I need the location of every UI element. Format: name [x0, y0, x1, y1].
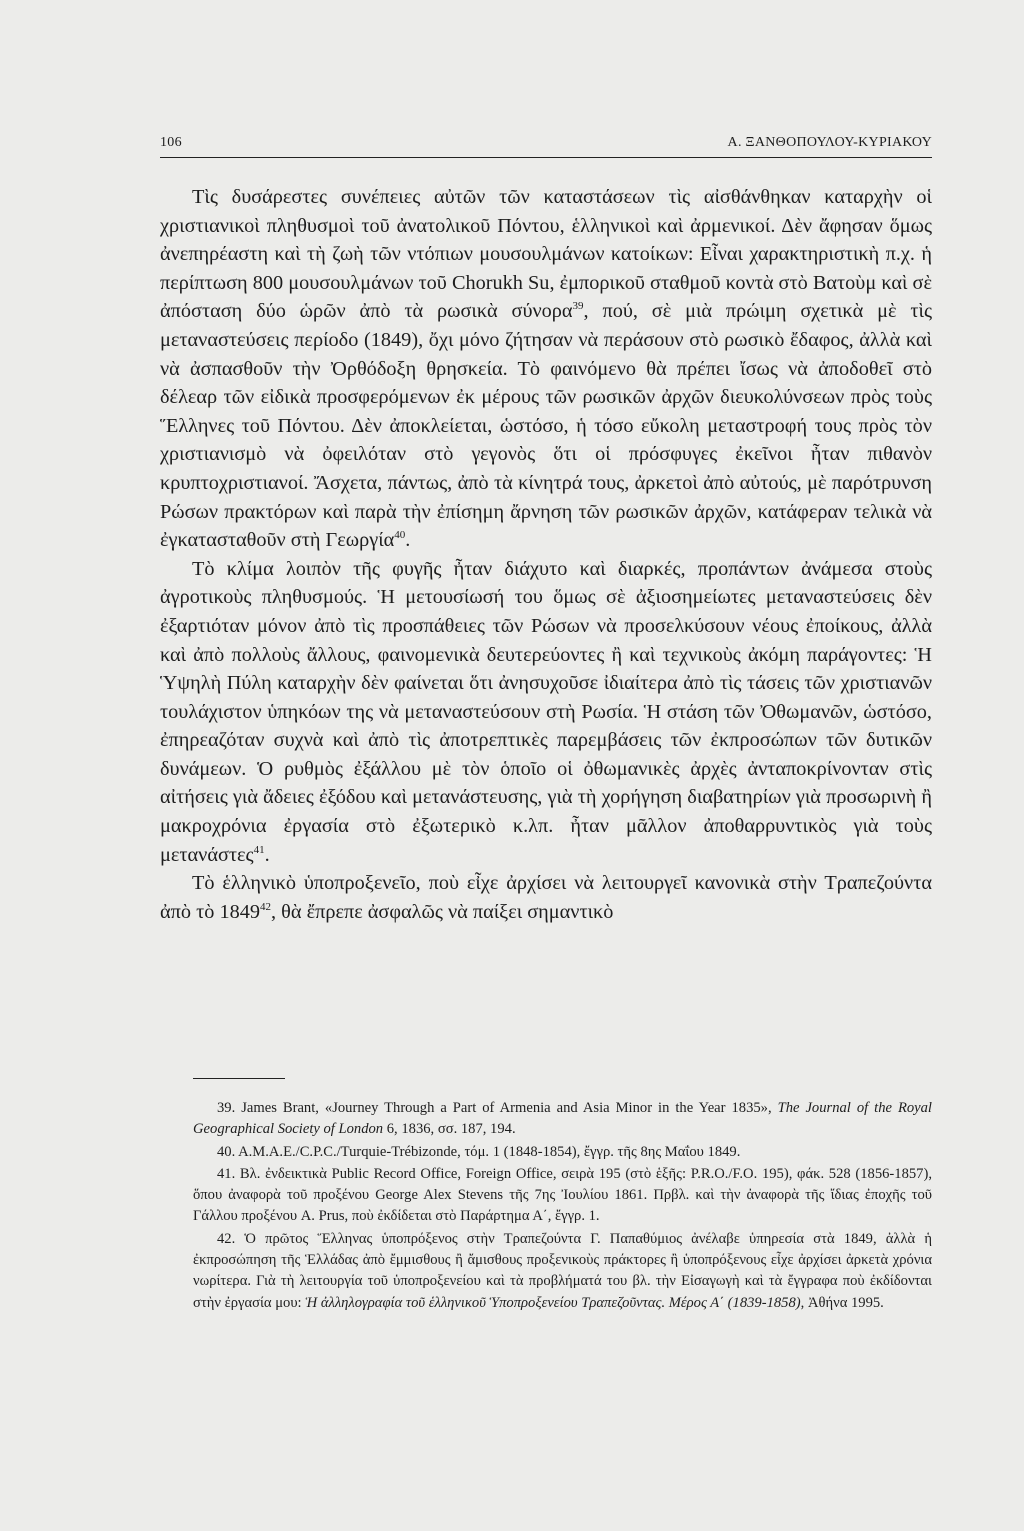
body-text: [160, 183, 932, 926]
footnote-marker: 41: [253, 843, 265, 856]
text-run: Τὸ ἑλληνικὸ ὑποπροξενεῖο, ποὺ εἶχε ἀρχίσει νὰ λειτουργεῖ κανονικὰ στὴν Τραπεζούντα ἀπὸ τὸ 1849: [160, 872, 932, 923]
text-run: 42. Ὁ πρῶτος Ἕλληνας ὑποπρόξενος στὴν Τραπεζούντα Γ. Παπαθύμιος ἀνέλαβε ὑπηρεσία στὰ 1849, ἀλλὰ ἡ ἐκπροσώπηση τῆς Ἑλλάδας ἀπὸ ἔμμισθους ἢ ἄμισθους προξενικοὺς πράκτορες ἢ ὑποπρόξενους εἶχε ἀρχίσει ἀρκετὰ χρόνια νωρίτερα. Γιὰ τὴ λειτουργία τοῦ ὑποπροξενείου καὶ τὰ προβλήματά του βλ. τὴν Εἰσαγωγὴ καὶ τὰ ἔγγραφα ποὺ ἐκδίδονται στὴν ἐργασία μου:: [193, 1230, 932, 1311]
text-run: 40. Α.Μ.Α.Ε./C.P.C./Turquie-Trébizonde, τόμ. 1 (1848-1854), ἔγγρ. τῆς 8ης Μαΐου 1849.: [217, 1143, 741, 1160]
paragraph: [160, 183, 932, 555]
text-run: Τὸ κλίμα λοιπὸν τῆς φυγῆς ἦταν διάχυτο καὶ διαρκές, προπάντων ἀνάμεσα στοὺς ἀγροτικοὺς πληθυσμούς. Ἡ μετουσίωσή του ὅμως σὲ ἀξιοσημείωτες μεταναστεύσεις δὲν ἐξαρτιόταν μόνον ἀπὸ τὶς προσπάθειες τῶν Ρώσων νὰ προσελκύσουν νέους ἐποίκους, ἀλλὰ καὶ ἀπὸ πολλοὺς ἄλλους, φαινομενικὰ δευτερεύοντες ἢ καὶ τεχνικοὺς ἀκόμη παράγοντες: Ἡ Ὑψηλὴ Πύλη καταρχὴν δὲν φαίνεται ὅτι ἀνησυχοῦσε ἰδιαίτερα ἀπὸ τὶς τάσεις τῶν χριστιανῶν τουλάχιστον ὑπηκόων της νὰ μεταναστεύσουν στὴ Ρωσία. Ἡ στάση τῶν Ὀθωμανῶν, ὡστόσο, ἐπηρεαζόταν συχνὰ καὶ ἀπὸ τὶς ἀποτρεπτικὲς παρεμβάσεις τῶν ἐκπροσώπων τῶν δυτικῶν δυνάμεων. Ὁ ρυθμὸς ἐξάλλου μὲ τὸν ὁποῖο οἱ ὀθωμανικὲς ἀρχὲς ἀνταποκρίνονταν στὶς αἰτήσεις γιὰ ἄδειες ἐξόδου καὶ μετανάστευσης, γιὰ τὴ χορήγηση διαβατηρίων γιὰ προσωρινὴ ἢ μακροχρόνια ἐργασία στὸ ἐξωτερικὸ κ.λπ. ἦταν μᾶλλον ἀποθαρρυντικὸς γιὰ τοὺς μετανάστες: [160, 557, 932, 866]
footnote: [193, 1098, 932, 1141]
text-run: .: [264, 843, 270, 866]
footnote-marker: 40: [394, 529, 406, 542]
text-run: .: [405, 529, 411, 552]
paragraph: [160, 869, 932, 926]
footnote: [193, 1142, 932, 1163]
footnote-marker: 42: [260, 901, 272, 914]
text-run: 6, 1836, σσ. 187, 194.: [383, 1121, 516, 1138]
text-run: , Ἀθήνα 1995.: [800, 1294, 884, 1311]
footnote: [193, 1164, 932, 1228]
text-run: Τὶς δυσάρεστες συνέπειες αὐτῶν τῶν καταστάσεων τὶς αἰσθάνθηκαν καταρχὴν οἱ χριστιανικοὶ πληθυσμοὶ τοῦ ἀνατολικοῦ Πόντου, ἑλληνικοὶ καὶ ἀρμενικοί. Δὲν ἄφησαν ὅμως ἀνεπηρέαστη καὶ τὴ ζωὴ τῶν ντόπιων μουσουλμάνων κατοίκων: Εἶναι χαρακτηριστικὴ π.χ. ἡ περίπτωση 800 μουσουλμάνων τοῦ Chorukh Su, ἐμπορικοῦ σταθμοῦ κοντὰ στὸ Βατοὺμ καὶ σὲ ἀπόσταση δύο ὡρῶν ἀπὸ τὰ ρωσικὰ σύνορα: [160, 186, 932, 323]
footnote-rule: [193, 1078, 285, 1079]
page-number: 106: [160, 135, 182, 150]
footnote-marker: 39: [572, 300, 584, 313]
running-header: [160, 135, 932, 159]
italic-title: Ἡ ἀλληλογραφία τοῦ ἑλληνικοῦ Ὑποπροξενείου Τραπεζοῦντας. Μέρος Α΄ (1839-1858): [305, 1294, 801, 1311]
text-run: , πού, σὲ μιὰ πρώιμη σχετικὰ μὲ τὶς μεταναστεύσεις περίοδο (1849), ὄχι μόνο ζήτησαν νὰ περάσουν στὸ ρωσικὸ ἔδαφος, ἀλλὰ καὶ νὰ ἀσπασθοῦν τὴν Ὀρθόδοξη θρησκεία. Τὸ φαινόμενο θὰ πρέπει ἴσως νὰ ἀποδοθεῖ στὸ δέλεαρ τῶν εἰδικὰ προσφερόμενων ἐκ μέρους τῶν ρωσικῶν ἀρχῶν διευκολύνσεων πρὸς τοὺς Ἕλληνες τοῦ Πόντου. Δὲν ἀποκλείεται, ὡστόσο, ἡ τόσο εὔκολη μεταστροφή τους πρὸς τὸν χριστιανισμὸ νὰ ὀφειλόταν στὸ γεγονὸς ὅτι οἱ πρόσφυγες ἐκεῖνοι ἦταν πιθανὸν κρυπτοχριστιανοί. Ἄσχετα, πάντως, ἀπὸ τὰ κίνητρά τους, ἀρκετοὶ ἀπὸ αὐτούς, μὲ παρότρυνση Ρώσων πρακτόρων καὶ παρὰ τὴν ἐπίσημη ἄρνηση τῶν ρωσικῶν ἀρχῶν, κατάφεραν τελικὰ νὰ ἐγκατασταθοῦν στὴ Γεωργία: [160, 300, 932, 552]
paragraph: [160, 555, 932, 870]
text-run: , θὰ ἔπρεπε ἀσφαλῶς νὰ παίξει σημαντικὸ: [271, 900, 614, 923]
footnote: [193, 1229, 932, 1314]
header-rule: [160, 157, 932, 158]
italic-title: The Journal of the Royal Geographical Society of London: [193, 1100, 932, 1138]
footnotes: [193, 1098, 932, 1314]
text-run: 39. James Brant, «Journey Through a Part of Armenia and Asia Minor in the Year 1835»,: [217, 1100, 778, 1116]
text-run: 41. Βλ. ἐνδεικτικὰ Public Record Office, Foreign Office, σειρὰ 195 (στὸ ἑξῆς: P.R.O./F.O. 195), φάκ. 528 (1856-1857), ὅπου ἀναφορὰ τοῦ προξένου George Alex Stevens τῆς 7ης Ἰουλίου 1861. Πρβλ. καὶ τὴν ἀναφορὰ τῆς ἴδιας ἐποχῆς τοῦ Γάλλου προξένου A. Prus, ποὺ ἐκδίδεται στὸ Παράρτημα Α΄, ἔγγρ. 1.: [193, 1165, 932, 1225]
running-author: Α. ΞΑΝΘΟΠΟΥΛΟΥ-ΚΥΡΙΑΚΟΥ: [727, 135, 932, 150]
